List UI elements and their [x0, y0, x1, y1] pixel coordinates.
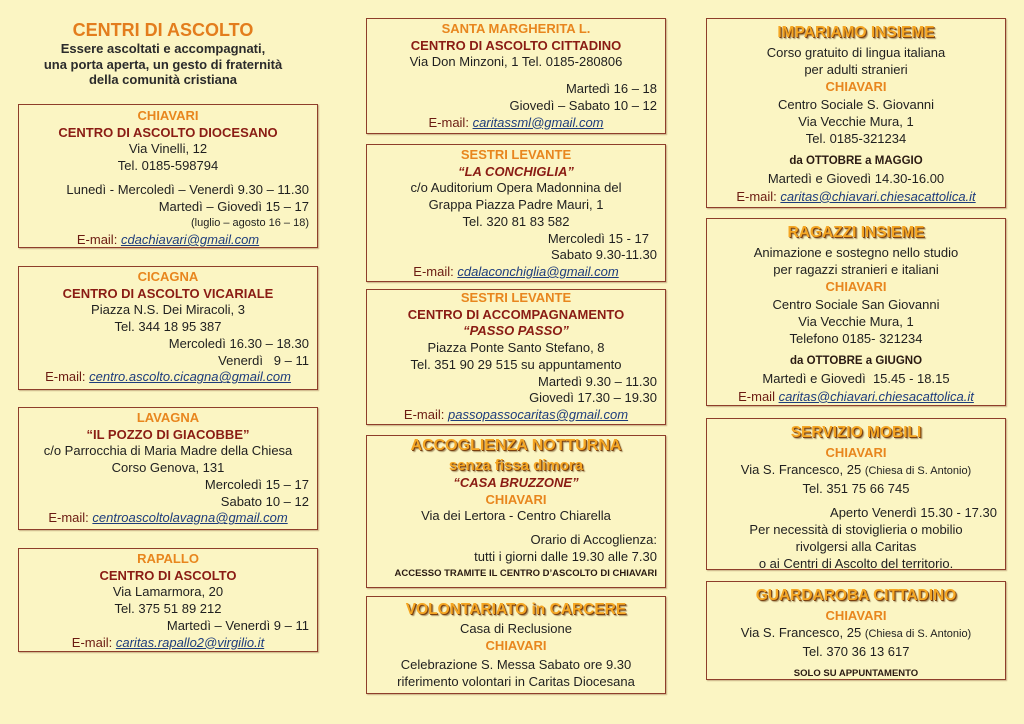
- email-row: [367, 264, 665, 281]
- phone: Telefono 0185- 321234: [789, 331, 923, 347]
- email-label: E-mail:: [45, 369, 86, 385]
- center-name: CENTRO DI ASCOLTO DIOCESANO: [58, 124, 278, 140]
- access-note: ACCESSO TRAMITE IL CENTRO D’ASCOLTO DI CHIAVARI: [394, 567, 657, 579]
- city-label: CICAGNA: [137, 269, 199, 284]
- hours-line: Giovedì – Sabato 10 – 12: [509, 97, 657, 113]
- city-label: CHIAVARI: [825, 608, 887, 623]
- info-line: riferimento volontari in Caritas Diocesana: [397, 674, 635, 690]
- description: per ragazzi stranieri e italiani: [773, 262, 939, 278]
- hours-line: Sabato 10 – 12: [220, 493, 309, 509]
- address-street: Via S. Francesco, 25: [740, 462, 862, 478]
- place: Casa di Reclusione: [459, 621, 572, 636]
- city-label: CHIAVARI: [825, 79, 887, 95]
- box-lavagna-pozzo-giacobbe: [18, 407, 318, 530]
- email-row: [19, 635, 317, 652]
- email-row: [19, 369, 317, 386]
- box-rapallo-centro-ascolto: [18, 548, 318, 652]
- center-name: CENTRO DI ASCOLTO: [99, 567, 237, 583]
- email-link[interactable]: centroascoltolavagna@gmail.com: [92, 510, 288, 526]
- address-note: (Chiesa di S. Antonio): [864, 628, 972, 641]
- address: [707, 461, 1005, 480]
- hours-line: Giovedì 17.30 – 19.30: [529, 390, 657, 406]
- email-label: E-mail:: [413, 263, 454, 279]
- email-row: [367, 407, 665, 424]
- email-row: [19, 232, 317, 249]
- city-label: CHIAVARI: [485, 491, 547, 507]
- place: Centro Sociale San Giovanni: [772, 296, 940, 312]
- city-label: CHIAVARI: [825, 279, 887, 295]
- hours-line: Martedì 9.30 – 11.30: [537, 373, 657, 389]
- hours-line: tutti i giorni dalle 19.30 alle 7.30: [474, 548, 657, 564]
- hours-line: Sabato 9.30-11.30: [550, 247, 657, 263]
- phone: Tel. 375 51 89 212: [114, 601, 222, 617]
- email-label: E-mail:: [428, 114, 469, 130]
- box-servizio-mobili: [706, 418, 1006, 570]
- address: Via Vinelli, 12: [128, 141, 208, 157]
- description: Corso gratuito di lingua italiana: [766, 45, 946, 60]
- section-title: VOLONTARIATO in CARCERE: [405, 601, 627, 618]
- phone: Tel. 0185-321234: [805, 131, 907, 147]
- center-name: CENTRO DI ACCOMPAGNAMENTO: [407, 306, 625, 322]
- description: per adulti stranieri: [804, 62, 908, 78]
- box-ragazzi-insieme: [706, 218, 1006, 406]
- center-subname: “PASSO PASSO”: [463, 323, 569, 339]
- phone: Tel. 351 75 66 745: [802, 481, 910, 497]
- info-line: rivolgersi alla Caritas: [795, 539, 917, 555]
- email-row: [707, 188, 1005, 205]
- description: Animazione e sostegno nello studio: [753, 245, 959, 260]
- email-link[interactable]: caritassml@gmail.com: [472, 114, 604, 130]
- box-sestri-passo-passo: [366, 289, 666, 425]
- email-row: [367, 115, 665, 132]
- address: Piazza N.S. Dei Miracoli, 3: [91, 302, 245, 318]
- address: Grappa Piazza Padre Mauri, 1: [428, 197, 604, 213]
- address: c/o Parrocchia di Maria Madre della Chiesa: [43, 443, 293, 459]
- city-label: CHIAVARI: [825, 445, 887, 460]
- intro-line: della comunità cristiana: [88, 72, 238, 87]
- email-label: E-mail:: [48, 510, 89, 526]
- box-sestri-la-conchiglia: [366, 144, 666, 282]
- email-label: E-mail:: [76, 231, 118, 247]
- email-link[interactable]: cdalaconchiglia@gmail.com: [457, 263, 619, 279]
- box-chiavari-diocesano: [18, 104, 318, 248]
- info-line: Celebrazione S. Messa Sabato ore 9.30: [400, 657, 632, 673]
- address: Via Vecchie Mura, 1: [798, 313, 914, 329]
- email-row: [707, 388, 1005, 405]
- hours-line: Venerdì 9 – 11: [218, 352, 309, 368]
- section-title: GUARDAROBA CITTADINO: [755, 587, 957, 604]
- hours-line: Mercoledì 15 - 17: [547, 230, 649, 246]
- intro-line: Essere ascoltati e accompagnati,: [60, 41, 266, 56]
- email-link[interactable]: centro.ascolto.cicagna@gmail.com: [89, 369, 291, 385]
- city-label: SESTRI LEVANTE: [460, 147, 572, 162]
- hours-line: Lunedì - Mercoledì – Venerdì 9.30 – 11.30: [66, 181, 309, 197]
- email-link[interactable]: caritas@chiavari.chiesacattolica.it: [778, 388, 974, 404]
- box-guardaroba-cittadino: [706, 581, 1006, 680]
- email-label: E-mail:: [736, 188, 777, 204]
- season: da OTTOBRE a GIUGNO: [789, 355, 923, 368]
- intro-header: [18, 19, 308, 88]
- address-street: Via S. Francesco, 25: [740, 625, 862, 641]
- info-line: o ai Centri di Ascolto del territorio.: [758, 556, 954, 572]
- address-note: (Chiesa di S. Antonio): [864, 465, 972, 478]
- hours-line: Martedì e Giovedì 15.45 - 18.15: [762, 371, 950, 387]
- hours-note: (luglio – agosto 16 – 18): [190, 217, 309, 230]
- email-link[interactable]: caritas@chiavari.chiesacattolica.it: [780, 188, 976, 204]
- hours-label: Orario di Accoglienza:: [530, 532, 657, 548]
- hours-line: Martedì – Venerdì 9 – 11: [166, 617, 309, 633]
- email-label: E-mail:: [403, 406, 445, 422]
- city-label: RAPALLO: [137, 551, 199, 566]
- hours-line: Mercoledì 15 – 17: [204, 476, 309, 492]
- address: Via Don Minzoni, 1 Tel. 0185-280806: [409, 54, 623, 70]
- center-name: “CASA BRUZZONE”: [453, 475, 579, 490]
- box-accoglienza-notturna: [366, 435, 666, 588]
- hours-line: Aperto Venerdì 15.30 - 17.30: [830, 504, 997, 520]
- info-line: Per necessità di stoviglieria o mobilio: [749, 521, 963, 537]
- page-title: CENTRI DI ASCOLTO: [72, 20, 254, 40]
- appointment-note: SOLO SU APPUNTAMENTO: [793, 667, 919, 679]
- address: Via Vecchie Mura, 1: [798, 113, 914, 129]
- season: da OTTOBRE a MAGGIO: [789, 155, 923, 168]
- box-santa-margherita-cittadino: [366, 18, 666, 134]
- email-link[interactable]: passopassocaritas@gmail.com: [447, 406, 629, 422]
- section-subtitle: senza fissa dimora: [448, 457, 584, 474]
- city-label: CHIAVARI: [485, 637, 547, 653]
- section-title: SERVIZIO MOBILI: [790, 424, 922, 441]
- email-link[interactable]: caritas.rapallo2@virgilio.it: [115, 634, 265, 650]
- address: Piazza Ponte Santo Stefano, 8: [427, 340, 605, 356]
- section-title: IMPARIAMO INSIEME: [777, 24, 935, 41]
- center-name: CENTRO DI ASCOLTO CITTADINO: [410, 37, 622, 53]
- intro-line: una porta aperta, un gesto di fraternità: [43, 56, 283, 72]
- city-label: SESTRI LEVANTE: [460, 290, 572, 305]
- phone: Tel. 320 81 83 582: [462, 213, 570, 229]
- box-volontariato-carcere: [366, 596, 666, 694]
- email-label: E-mail:: [71, 634, 113, 650]
- center-name: “IL POZZO DI GIACOBBE”: [86, 426, 250, 442]
- city-label: LAVAGNA: [136, 410, 200, 425]
- email-label: E-mail: [738, 388, 775, 404]
- address: Via Lamarmora, 20: [112, 584, 224, 600]
- hours-line: Martedì – Giovedì 15 – 17: [158, 198, 309, 214]
- hours-line: Martedì e Giovedì 14.30-16.00: [767, 171, 945, 187]
- phone: Tel. 370 36 13 617: [802, 644, 910, 660]
- section-title: RAGAZZI INSIEME: [787, 224, 925, 241]
- email-link[interactable]: cdachiavari@gmail.com: [120, 231, 260, 247]
- city-label: SANTA MARGHERITA L.: [441, 21, 591, 36]
- center-name: CENTRO DI ASCOLTO VICARIALE: [62, 285, 274, 301]
- city-label: CHIAVARI: [137, 108, 199, 123]
- phone: Tel. 351 90 29 515 su appuntamento: [410, 356, 622, 372]
- hours-line: Martedì 16 – 18: [565, 81, 657, 97]
- box-impariamo-insieme: [706, 18, 1006, 208]
- address: [707, 624, 1005, 643]
- section-title: ACCOGLIENZA NOTTURNA: [410, 437, 622, 454]
- box-cicagna-vicariale: [18, 266, 318, 390]
- place: Centro Sociale S. Giovanni: [777, 96, 935, 112]
- email-row: [19, 510, 317, 527]
- phone: Tel. 0185-598794: [117, 158, 219, 174]
- address: Via dei Lertora - Centro Chiarella: [421, 508, 611, 524]
- address: c/o Auditorium Opera Madonnina del: [410, 180, 622, 196]
- hours-line: Mercoledì 16.30 – 18.30: [168, 335, 309, 351]
- address: Corso Genova, 131: [111, 460, 225, 476]
- center-name: “LA CONCHIGLIA”: [458, 163, 574, 179]
- phone: Tel. 344 18 95 387: [114, 319, 222, 335]
